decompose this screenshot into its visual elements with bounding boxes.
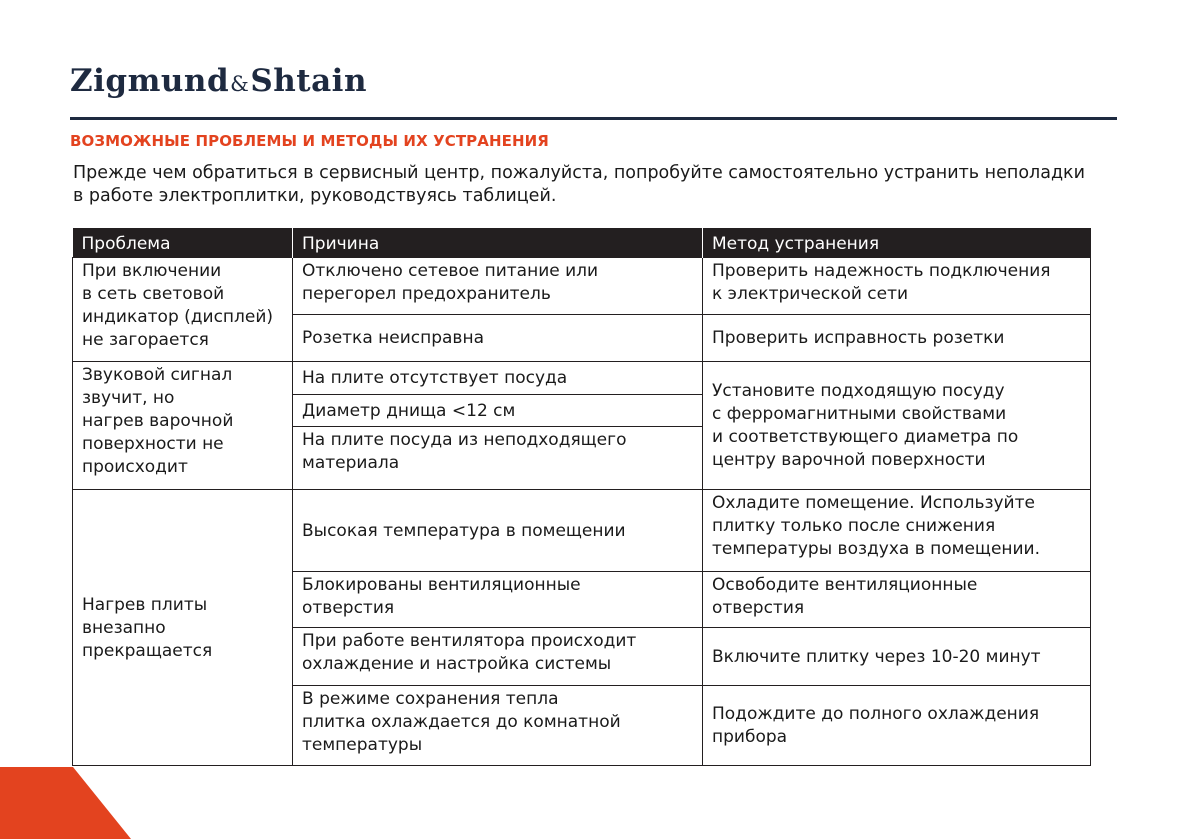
section-title: ВОЗМОЖНЫЕ ПРОБЛЕМЫ И МЕТОДЫ ИХ УСТРАНЕНИЯ bbox=[70, 132, 549, 150]
cause-line: Отключено сетевое питание или bbox=[302, 261, 599, 281]
cause-line: В режиме сохранения тепла bbox=[302, 689, 559, 709]
corner-triangle-shape bbox=[0, 767, 131, 839]
solution-cell bbox=[703, 315, 1091, 362]
cause-line: температуры bbox=[302, 735, 423, 755]
cause-cell bbox=[293, 686, 703, 766]
solution-line: плитку только после снижения bbox=[712, 516, 996, 536]
solution-line: Освободите вентиляционные bbox=[712, 575, 978, 595]
solution-line: прибора bbox=[712, 727, 788, 747]
solution-cell bbox=[703, 490, 1091, 572]
solution-line: Подождите до полного охлаждения bbox=[712, 704, 1040, 724]
cause-cell bbox=[293, 362, 703, 395]
solution-cell bbox=[703, 628, 1091, 686]
header-problem: Проблема bbox=[73, 228, 293, 258]
intro-line: Прежде чем обратиться в сервисный центр, пожалуйста, попробуйте самостоятельно устранить неполадки bbox=[73, 163, 1085, 183]
cause-line: На плите посуда из неподходящего bbox=[302, 430, 627, 450]
problem-line: поверхности не bbox=[82, 434, 224, 454]
solution-cell bbox=[703, 362, 1091, 490]
cause-line: перегорел предохранитель bbox=[302, 284, 551, 304]
problem-line: индикатор (дисплей) bbox=[82, 307, 274, 327]
intro-paragraph bbox=[73, 162, 1113, 208]
cause-line: На плите отсутствует посуда bbox=[302, 368, 568, 388]
cause-cell bbox=[293, 490, 703, 572]
problem-line: При включении bbox=[82, 261, 222, 281]
cause-cell bbox=[293, 628, 703, 686]
problem-line: Звуковой сигнал bbox=[82, 365, 233, 385]
problem-line: Нагрев плиты bbox=[82, 594, 208, 615]
solution-line: центру варочной поверхности bbox=[712, 450, 986, 470]
problem-cell bbox=[73, 258, 293, 362]
cause-line: При работе вентилятора происходит bbox=[302, 631, 637, 651]
problem-line: не загорается bbox=[82, 330, 209, 350]
solution-line: Включите плитку через 10-20 минут bbox=[712, 646, 1041, 667]
problem-line: происходит bbox=[82, 457, 188, 477]
cause-cell bbox=[293, 258, 703, 315]
cause-line: охлаждение и настройка системы bbox=[302, 654, 612, 674]
problem-cell bbox=[73, 490, 293, 766]
header-cause: Причина bbox=[293, 228, 703, 258]
cause-line: Диаметр днища <12 см bbox=[302, 400, 516, 421]
cause-cell bbox=[293, 572, 703, 628]
cause-line: плитка охлаждается до комнатной bbox=[302, 712, 621, 732]
solution-line: Установите подходящую посуду bbox=[712, 381, 1005, 401]
solution-line: температуры воздуха в помещении. bbox=[712, 539, 1041, 559]
solution-line: отверстия bbox=[712, 598, 805, 618]
table-row bbox=[73, 490, 1091, 572]
solution-line: Проверить надежность подключения bbox=[712, 261, 1051, 281]
cause-line: Розетка неисправна bbox=[302, 328, 484, 348]
corner-decoration bbox=[0, 767, 131, 839]
table-header-row bbox=[73, 228, 1091, 258]
header-divider bbox=[70, 117, 1117, 120]
solution-cell bbox=[703, 258, 1091, 315]
problem-line: прекращается bbox=[82, 640, 213, 661]
cause-line: материала bbox=[302, 453, 400, 473]
solution-line: и соответствующего диаметра по bbox=[712, 427, 1019, 447]
table-row bbox=[73, 362, 1091, 395]
cause-cell bbox=[293, 395, 703, 427]
solution-line: Охладите помещение. Используйте bbox=[712, 493, 1035, 513]
problem-line: звучит, но bbox=[82, 388, 175, 408]
problem-cell bbox=[73, 362, 293, 490]
brand-logo bbox=[70, 63, 367, 99]
brand-name-part1: Zigmund bbox=[70, 63, 230, 99]
intro-line: в работе электроплитки, руководствуясь таблицей. bbox=[73, 186, 557, 206]
table-row bbox=[73, 258, 1091, 315]
solution-cell bbox=[703, 686, 1091, 766]
header-solution: Метод устранения bbox=[703, 228, 1091, 258]
troubleshooting-table bbox=[72, 228, 1091, 766]
cause-line: отверстия bbox=[302, 598, 395, 618]
brand-ampersand: & bbox=[230, 72, 250, 96]
solution-line: с ферромагнитными свойствами bbox=[712, 404, 1007, 424]
problem-line: нагрев варочной bbox=[82, 411, 234, 431]
solution-cell bbox=[703, 572, 1091, 628]
brand-name-part2: Shtain bbox=[250, 63, 367, 99]
problem-line: в сеть световой bbox=[82, 284, 225, 304]
cause-line: Высокая температура в помещении bbox=[302, 520, 626, 541]
cause-cell bbox=[293, 315, 703, 362]
cause-cell bbox=[293, 427, 703, 490]
solution-line: Проверить исправность розетки bbox=[712, 328, 1005, 348]
solution-line: к электрической сети bbox=[712, 284, 909, 304]
problem-line: внезапно bbox=[82, 617, 166, 638]
cause-line: Блокированы вентиляционные bbox=[302, 575, 581, 595]
